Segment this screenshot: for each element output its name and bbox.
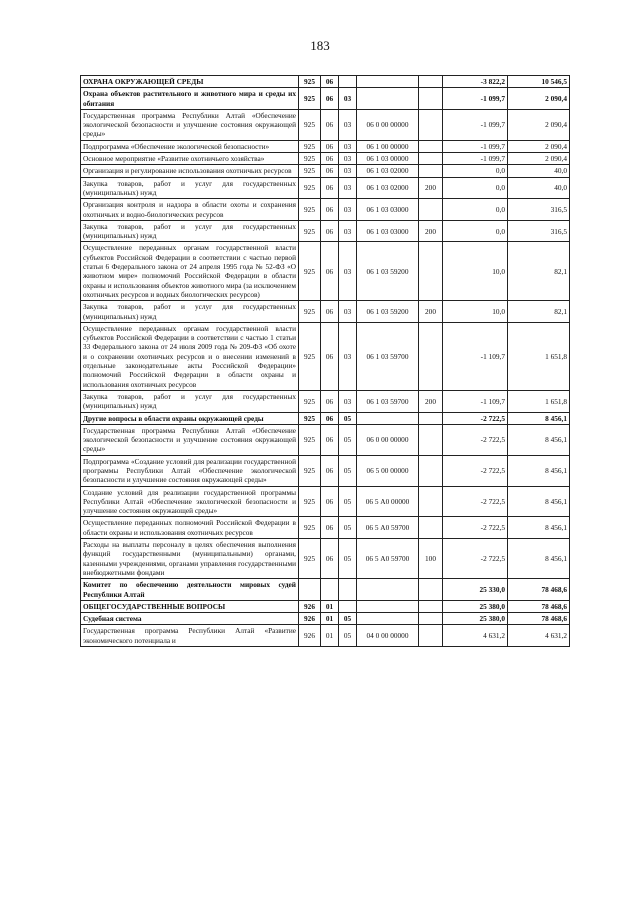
row-name-cell: Государственная программа Республики Алтай «Обеспечение экологической безопасности и улучшение состояния окружающей среды» bbox=[81, 424, 299, 455]
section-code-cell: 06 bbox=[321, 220, 339, 242]
target-item-code-cell: 06 5 00 00000 bbox=[357, 455, 419, 486]
row-name-cell: Государственная программа Республики Алтай «Обеспечение экологической безопасности и улучшение состояния окружающей среды» bbox=[81, 109, 299, 140]
amount-total-cell: 78 468,6 bbox=[508, 613, 570, 625]
row-name-cell: Охрана объектов растительного и животного мира и среды их обитания bbox=[81, 88, 299, 110]
section-code-cell: 06 bbox=[321, 517, 339, 539]
section-code-cell: 01 bbox=[321, 625, 339, 647]
row-name-cell: Осуществление переданных полномочий Российской Федерации в области охраны и использования охотничьих ресурсов bbox=[81, 517, 299, 539]
department-code-cell: 925 bbox=[299, 242, 321, 301]
row-name-cell: Другие вопросы в области охраны окружающей среды bbox=[81, 412, 299, 424]
section-code-cell: 06 bbox=[321, 153, 339, 165]
amount-change-cell: -3 822,2 bbox=[443, 76, 508, 88]
section-code-cell: 06 bbox=[321, 165, 339, 177]
department-code-cell: 925 bbox=[299, 486, 321, 517]
table-row bbox=[81, 301, 570, 323]
subsection-code-cell: 03 bbox=[339, 390, 357, 412]
amount-change-cell: 0,0 bbox=[443, 177, 508, 199]
amount-change-cell: -2 722,5 bbox=[443, 539, 508, 579]
row-name-cell: Создание условий для реализации государственной программы Республики Алтай «Обеспечение экологической безопасности и улучшение состояния окружающей среды» bbox=[81, 486, 299, 517]
section-code-cell bbox=[321, 579, 339, 601]
section-code-cell: 06 bbox=[321, 486, 339, 517]
amount-total-cell: 78 468,6 bbox=[508, 579, 570, 601]
table-row bbox=[81, 539, 570, 579]
amount-change-cell: -2 722,5 bbox=[443, 517, 508, 539]
row-name-cell: Подпрограмма «Обеспечение экологической безопасности» bbox=[81, 140, 299, 152]
subsection-code-cell: 05 bbox=[339, 486, 357, 517]
target-item-code-cell: 06 1 03 02000 bbox=[357, 165, 419, 177]
amount-change-cell: 0,0 bbox=[443, 165, 508, 177]
target-item-code-cell: 06 1 03 02000 bbox=[357, 177, 419, 199]
amount-change-cell: 4 631,2 bbox=[443, 625, 508, 647]
department-code-cell: 925 bbox=[299, 539, 321, 579]
amount-change-cell: 25 380,0 bbox=[443, 600, 508, 612]
section-code-cell: 06 bbox=[321, 242, 339, 301]
row-name-cell: Подпрограмма «Создание условий для реализации государственной программы Республики Алтай «Обеспечение экологической безопасности и улучшение состояния окружающей среды» bbox=[81, 455, 299, 486]
table-row bbox=[81, 177, 570, 199]
department-code-cell: 925 bbox=[299, 301, 321, 323]
target-item-code-cell bbox=[357, 76, 419, 88]
target-item-code-cell: 04 0 00 00000 bbox=[357, 625, 419, 647]
row-name-cell: ОБЩЕГОСУДАРСТВЕННЫЕ ВОПРОСЫ bbox=[81, 600, 299, 612]
section-code-cell: 06 bbox=[321, 199, 339, 221]
amount-total-cell: 40,0 bbox=[508, 177, 570, 199]
section-code-cell: 01 bbox=[321, 613, 339, 625]
table-row bbox=[81, 76, 570, 88]
row-name-cell: Государственная программа Республики Алтай «Развитие экономического потенциала и bbox=[81, 625, 299, 647]
expense-type-code-cell: 200 bbox=[419, 177, 443, 199]
amount-change-cell: -2 722,5 bbox=[443, 424, 508, 455]
budget-table bbox=[80, 75, 570, 647]
table-row bbox=[81, 165, 570, 177]
expense-type-code-cell bbox=[419, 455, 443, 486]
target-item-code-cell: 06 5 А0 00000 bbox=[357, 486, 419, 517]
row-name-cell: Организация и регулирование использования охотничьих ресурсов bbox=[81, 165, 299, 177]
amount-change-cell: 0,0 bbox=[443, 220, 508, 242]
amount-change-cell: 25 330,0 bbox=[443, 579, 508, 601]
table-row bbox=[81, 88, 570, 110]
department-code-cell: 925 bbox=[299, 424, 321, 455]
subsection-code-cell: 03 bbox=[339, 109, 357, 140]
department-code-cell: 925 bbox=[299, 455, 321, 486]
subsection-code-cell: 05 bbox=[339, 613, 357, 625]
table-row bbox=[81, 242, 570, 301]
amount-total-cell: 1 651,8 bbox=[508, 390, 570, 412]
table-row bbox=[81, 600, 570, 612]
expense-type-code-cell: 100 bbox=[419, 539, 443, 579]
expense-type-code-cell bbox=[419, 76, 443, 88]
table-row bbox=[81, 220, 570, 242]
row-name-cell: Закупка товаров, работ и услуг для государственных (муниципальных) нужд bbox=[81, 390, 299, 412]
expense-type-code-cell bbox=[419, 517, 443, 539]
amount-total-cell: 10 546,5 bbox=[508, 76, 570, 88]
department-code-cell: 925 bbox=[299, 109, 321, 140]
amount-total-cell: 1 651,8 bbox=[508, 322, 570, 390]
subsection-code-cell: 03 bbox=[339, 220, 357, 242]
section-code-cell: 06 bbox=[321, 109, 339, 140]
department-code-cell bbox=[299, 579, 321, 601]
amount-change-cell: -2 722,5 bbox=[443, 412, 508, 424]
section-code-cell: 06 bbox=[321, 177, 339, 199]
amount-change-cell: -1 099,7 bbox=[443, 88, 508, 110]
section-code-cell: 06 bbox=[321, 140, 339, 152]
target-item-code-cell: 06 5 А0 59700 bbox=[357, 539, 419, 579]
amount-change-cell: -1 099,7 bbox=[443, 109, 508, 140]
amount-total-cell: 316,5 bbox=[508, 199, 570, 221]
expense-type-code-cell bbox=[419, 88, 443, 110]
row-name-cell: Осуществление переданных органам государственной власти субъектов Российской Федерации в соответствии с частью 1 статьи 33 Федерального закона от 24 июля 2009 года № 209-ФЗ «Об охоте и о сохранении охотничьих ресурсов и о внесении изменений в отдельные законодательные акты Российской Федерации» полномочий Российской Федерации в области охраны и использования охотничьих ресурсов bbox=[81, 322, 299, 390]
expense-type-code-cell bbox=[419, 579, 443, 601]
table-row bbox=[81, 153, 570, 165]
expense-type-code-cell bbox=[419, 613, 443, 625]
subsection-code-cell: 05 bbox=[339, 424, 357, 455]
amount-change-cell: 0,0 bbox=[443, 199, 508, 221]
row-name-cell: Закупка товаров, работ и услуг для государственных (муниципальных) нужд bbox=[81, 220, 299, 242]
expense-type-code-cell: 200 bbox=[419, 301, 443, 323]
expense-type-code-cell bbox=[419, 412, 443, 424]
department-code-cell: 925 bbox=[299, 220, 321, 242]
row-name-cell: Комитет по обеспечению деятельности мировых судей Республики Алтай bbox=[81, 579, 299, 601]
section-code-cell: 06 bbox=[321, 88, 339, 110]
table-row bbox=[81, 424, 570, 455]
amount-change-cell: -2 722,5 bbox=[443, 455, 508, 486]
department-code-cell: 925 bbox=[299, 199, 321, 221]
target-item-code-cell: 06 1 03 59200 bbox=[357, 242, 419, 301]
expense-type-code-cell bbox=[419, 153, 443, 165]
subsection-code-cell: 03 bbox=[339, 177, 357, 199]
expense-type-code-cell bbox=[419, 424, 443, 455]
section-code-cell: 06 bbox=[321, 76, 339, 88]
amount-change-cell: -1 099,7 bbox=[443, 153, 508, 165]
target-item-code-cell: 06 1 00 00000 bbox=[357, 140, 419, 152]
amount-total-cell: 82,1 bbox=[508, 242, 570, 301]
section-code-cell: 06 bbox=[321, 322, 339, 390]
subsection-code-cell: 05 bbox=[339, 539, 357, 579]
table-row bbox=[81, 613, 570, 625]
row-name-cell: Судебная система bbox=[81, 613, 299, 625]
table-row bbox=[81, 199, 570, 221]
amount-total-cell: 82,1 bbox=[508, 301, 570, 323]
expense-type-code-cell bbox=[419, 322, 443, 390]
target-item-code-cell: 06 0 00 00000 bbox=[357, 424, 419, 455]
amount-total-cell: 2 090,4 bbox=[508, 109, 570, 140]
department-code-cell: 925 bbox=[299, 76, 321, 88]
expense-type-code-cell: 200 bbox=[419, 390, 443, 412]
amount-change-cell: -1 099,7 bbox=[443, 140, 508, 152]
amount-total-cell: 40,0 bbox=[508, 165, 570, 177]
target-item-code-cell: 06 1 03 59200 bbox=[357, 301, 419, 323]
subsection-code-cell: 05 bbox=[339, 517, 357, 539]
subsection-code-cell bbox=[339, 579, 357, 601]
row-name-cell: Закупка товаров, работ и услуг для государственных (муниципальных) нужд bbox=[81, 301, 299, 323]
table-row bbox=[81, 579, 570, 601]
expense-type-code-cell bbox=[419, 109, 443, 140]
expense-type-code-cell: 200 bbox=[419, 220, 443, 242]
department-code-cell: 925 bbox=[299, 412, 321, 424]
table-row bbox=[81, 455, 570, 486]
amount-total-cell: 2 090,4 bbox=[508, 88, 570, 110]
row-name-cell: Осуществление переданных органам государственной власти субъектов Российской Федерации в соответствии с частью первой статьи 6 Федерального закона от 24 апреля 1995 года № 52-ФЗ «О животном мире» полномочий Российской Федерации в области охраны и использования объектов животного мира (за исключением охотничьих ресурсов и водных биологических ресурсов) bbox=[81, 242, 299, 301]
target-item-code-cell bbox=[357, 412, 419, 424]
department-code-cell: 925 bbox=[299, 517, 321, 539]
subsection-code-cell: 03 bbox=[339, 153, 357, 165]
row-name-cell: Закупка товаров, работ и услуг для государственных (муниципальных) нужд bbox=[81, 177, 299, 199]
expense-type-code-cell bbox=[419, 140, 443, 152]
department-code-cell: 925 bbox=[299, 140, 321, 152]
target-item-code-cell: 06 1 03 03000 bbox=[357, 199, 419, 221]
amount-change-cell: -1 109,7 bbox=[443, 390, 508, 412]
section-code-cell: 06 bbox=[321, 412, 339, 424]
expense-type-code-cell bbox=[419, 242, 443, 301]
expense-type-code-cell bbox=[419, 625, 443, 647]
amount-change-cell: 10,0 bbox=[443, 301, 508, 323]
row-name-cell: Основное мероприятие «Развитие охотничьего хозяйства» bbox=[81, 153, 299, 165]
department-code-cell: 926 bbox=[299, 600, 321, 612]
amount-total-cell: 2 090,4 bbox=[508, 140, 570, 152]
amount-change-cell: 25 380,0 bbox=[443, 613, 508, 625]
row-name-cell: Расходы на выплаты персоналу в целях обеспечения выполнения функций государственными (муниципальными) органами, казенными учреждениями, органами управления государственными внебюджетными фондами bbox=[81, 539, 299, 579]
target-item-code-cell: 06 1 03 03000 bbox=[357, 220, 419, 242]
target-item-code-cell bbox=[357, 579, 419, 601]
target-item-code-cell: 06 5 А0 59700 bbox=[357, 517, 419, 539]
expense-type-code-cell bbox=[419, 199, 443, 221]
department-code-cell: 926 bbox=[299, 613, 321, 625]
page-number: 183 bbox=[310, 38, 330, 53]
section-code-cell: 06 bbox=[321, 424, 339, 455]
table-row bbox=[81, 140, 570, 152]
budget-table-body bbox=[81, 76, 570, 647]
amount-total-cell: 8 456,1 bbox=[508, 539, 570, 579]
table-row bbox=[81, 390, 570, 412]
amount-total-cell: 2 090,4 bbox=[508, 153, 570, 165]
section-code-cell: 01 bbox=[321, 600, 339, 612]
section-code-cell: 06 bbox=[321, 455, 339, 486]
amount-total-cell: 8 456,1 bbox=[508, 424, 570, 455]
amount-total-cell: 78 468,6 bbox=[508, 600, 570, 612]
subsection-code-cell: 05 bbox=[339, 455, 357, 486]
section-code-cell: 06 bbox=[321, 301, 339, 323]
row-name-cell: ОХРАНА ОКРУЖАЮЩЕЙ СРЕДЫ bbox=[81, 76, 299, 88]
department-code-cell: 925 bbox=[299, 153, 321, 165]
subsection-code-cell: 03 bbox=[339, 322, 357, 390]
subsection-code-cell: 03 bbox=[339, 165, 357, 177]
table-row bbox=[81, 517, 570, 539]
amount-change-cell: -2 722,5 bbox=[443, 486, 508, 517]
table-row bbox=[81, 109, 570, 140]
row-name-cell: Организация контроля и надзора в области охоты и сохранения охотничьих и водно-биологических ресурсов bbox=[81, 199, 299, 221]
target-item-code-cell: 06 1 03 59700 bbox=[357, 322, 419, 390]
subsection-code-cell: 05 bbox=[339, 625, 357, 647]
department-code-cell: 925 bbox=[299, 88, 321, 110]
expense-type-code-cell bbox=[419, 165, 443, 177]
table-row bbox=[81, 412, 570, 424]
expense-type-code-cell bbox=[419, 600, 443, 612]
section-code-cell: 06 bbox=[321, 390, 339, 412]
target-item-code-cell bbox=[357, 613, 419, 625]
amount-total-cell: 8 456,1 bbox=[508, 486, 570, 517]
expense-type-code-cell bbox=[419, 486, 443, 517]
subsection-code-cell: 03 bbox=[339, 88, 357, 110]
target-item-code-cell bbox=[357, 600, 419, 612]
subsection-code-cell bbox=[339, 600, 357, 612]
amount-total-cell: 4 631,2 bbox=[508, 625, 570, 647]
amount-total-cell: 8 456,1 bbox=[508, 412, 570, 424]
amount-total-cell: 316,5 bbox=[508, 220, 570, 242]
target-item-code-cell: 06 0 00 00000 bbox=[357, 109, 419, 140]
amount-total-cell: 8 456,1 bbox=[508, 455, 570, 486]
subsection-code-cell: 05 bbox=[339, 412, 357, 424]
target-item-code-cell: 06 1 03 59700 bbox=[357, 390, 419, 412]
subsection-code-cell: 03 bbox=[339, 199, 357, 221]
section-code-cell: 06 bbox=[321, 539, 339, 579]
department-code-cell: 926 bbox=[299, 625, 321, 647]
department-code-cell: 925 bbox=[299, 165, 321, 177]
target-item-code-cell bbox=[357, 88, 419, 110]
subsection-code-cell: 03 bbox=[339, 140, 357, 152]
table-row bbox=[81, 625, 570, 647]
department-code-cell: 925 bbox=[299, 177, 321, 199]
amount-change-cell: -1 109,7 bbox=[443, 322, 508, 390]
subsection-code-cell bbox=[339, 76, 357, 88]
subsection-code-cell: 03 bbox=[339, 301, 357, 323]
amount-change-cell: 10,0 bbox=[443, 242, 508, 301]
department-code-cell: 925 bbox=[299, 322, 321, 390]
subsection-code-cell: 03 bbox=[339, 242, 357, 301]
target-item-code-cell: 06 1 03 00000 bbox=[357, 153, 419, 165]
department-code-cell: 925 bbox=[299, 390, 321, 412]
amount-total-cell: 8 456,1 bbox=[508, 517, 570, 539]
table-row bbox=[81, 322, 570, 390]
table-row bbox=[81, 486, 570, 517]
